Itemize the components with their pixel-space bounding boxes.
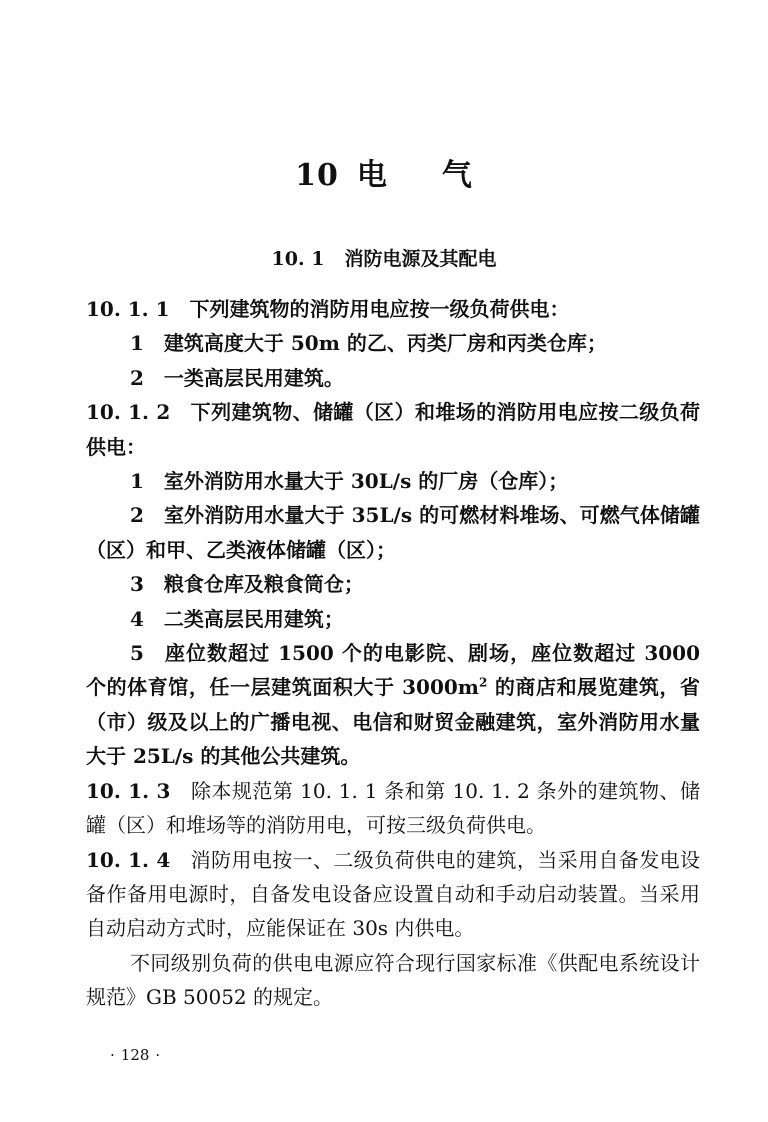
section-title: [0, 244, 768, 271]
item-number: 2: [130, 365, 144, 390]
chapter-number: 10: [295, 158, 339, 193]
footer-dot-left: ·: [110, 1046, 115, 1064]
item-number: 1: [130, 331, 144, 356]
list-item: [86, 464, 700, 498]
chapter-title: [0, 150, 768, 194]
clause-number: 10. 1. 1: [86, 297, 170, 321]
list-item: [86, 326, 700, 360]
clause-10-1-3: [86, 774, 700, 843]
item-text-part-b: 的商店和展览建筑，省（市）级及以上的广播电视、电信和财贸金融建筑，室外消防用水量大于 25L/s 的其他公共建筑。: [86, 675, 700, 769]
item-number: 5: [130, 641, 144, 666]
list-item: [86, 498, 700, 567]
section-heading: 消防电源及其配电: [344, 248, 497, 270]
item-text: 二类高层民用建筑；: [163, 606, 344, 631]
item-text: 粮食仓库及粮食筒仓；: [163, 572, 364, 597]
item-text: 建筑高度大于 50m 的乙、丙类厂房和丙类仓库；: [163, 331, 607, 356]
item-number: 1: [130, 469, 144, 494]
list-item: [86, 567, 700, 601]
item-number: 4: [130, 606, 144, 631]
page-number: 128: [120, 1046, 150, 1064]
item-number: 2: [130, 503, 144, 528]
clause-10-1-2: [86, 395, 700, 464]
section-number: 10. 1: [271, 248, 325, 270]
clause-number: 10. 1. 3: [86, 778, 171, 803]
chapter-word-2: 气: [441, 158, 473, 193]
item-text-part-a: 座位数超过 1500 个的电影院、剧场，座位数超过 3000 个的体育馆，任一层建筑面积大于 3000m: [86, 641, 700, 700]
chapter-word-1: 电: [356, 158, 388, 193]
document-body: [86, 292, 700, 1015]
list-item: [86, 361, 700, 395]
superscript: 2: [478, 675, 488, 690]
clause-text: 下列建筑物、储罐（区）和堆场的消防用电应按二级负荷供电：: [86, 400, 701, 459]
clause-paragraph: 不同级别负荷的供电电源应符合现行国家标准《供配电系统设计规范》GB 50052 的规定。: [86, 950, 700, 1010]
footer-dot-right: ·: [155, 1046, 161, 1064]
list-item: [86, 602, 700, 636]
clause-text: 除本规范第 10. 1. 1 条和第 10. 1. 2 条外的建筑物、储罐（区）和堆场等的消防用电，可按三级负荷供电。: [86, 778, 700, 838]
clause-10-1-1: [86, 292, 700, 326]
clause-number: 10. 1. 2: [86, 400, 171, 425]
clause-text: 消防用电按一、二级负荷供电的建筑，当采用自备发电设备作备用电源时，自备发电设备应设置自动和手动启动装置。当采用自动启动方式时，应能保证在 30s 内供电。: [86, 847, 701, 941]
clause-10-1-4: [86, 843, 700, 946]
page-footer: [104, 1046, 166, 1064]
item-number: 3: [130, 572, 144, 597]
list-item: [86, 636, 700, 774]
item-text: 一类高层民用建筑。: [163, 365, 344, 390]
item-text: 室外消防用水量大于 30L/s 的厂房（仓库）；: [163, 469, 569, 494]
clause-text: 下列建筑物的消防用电应按一级负荷供电：: [189, 297, 570, 321]
item-text: 室外消防用水量大于 35L/s 的可燃材料堆场、可燃气体储罐（区）和甲、乙类液体储罐（区）；: [86, 503, 700, 562]
clause-number: 10. 1. 4: [86, 847, 171, 872]
